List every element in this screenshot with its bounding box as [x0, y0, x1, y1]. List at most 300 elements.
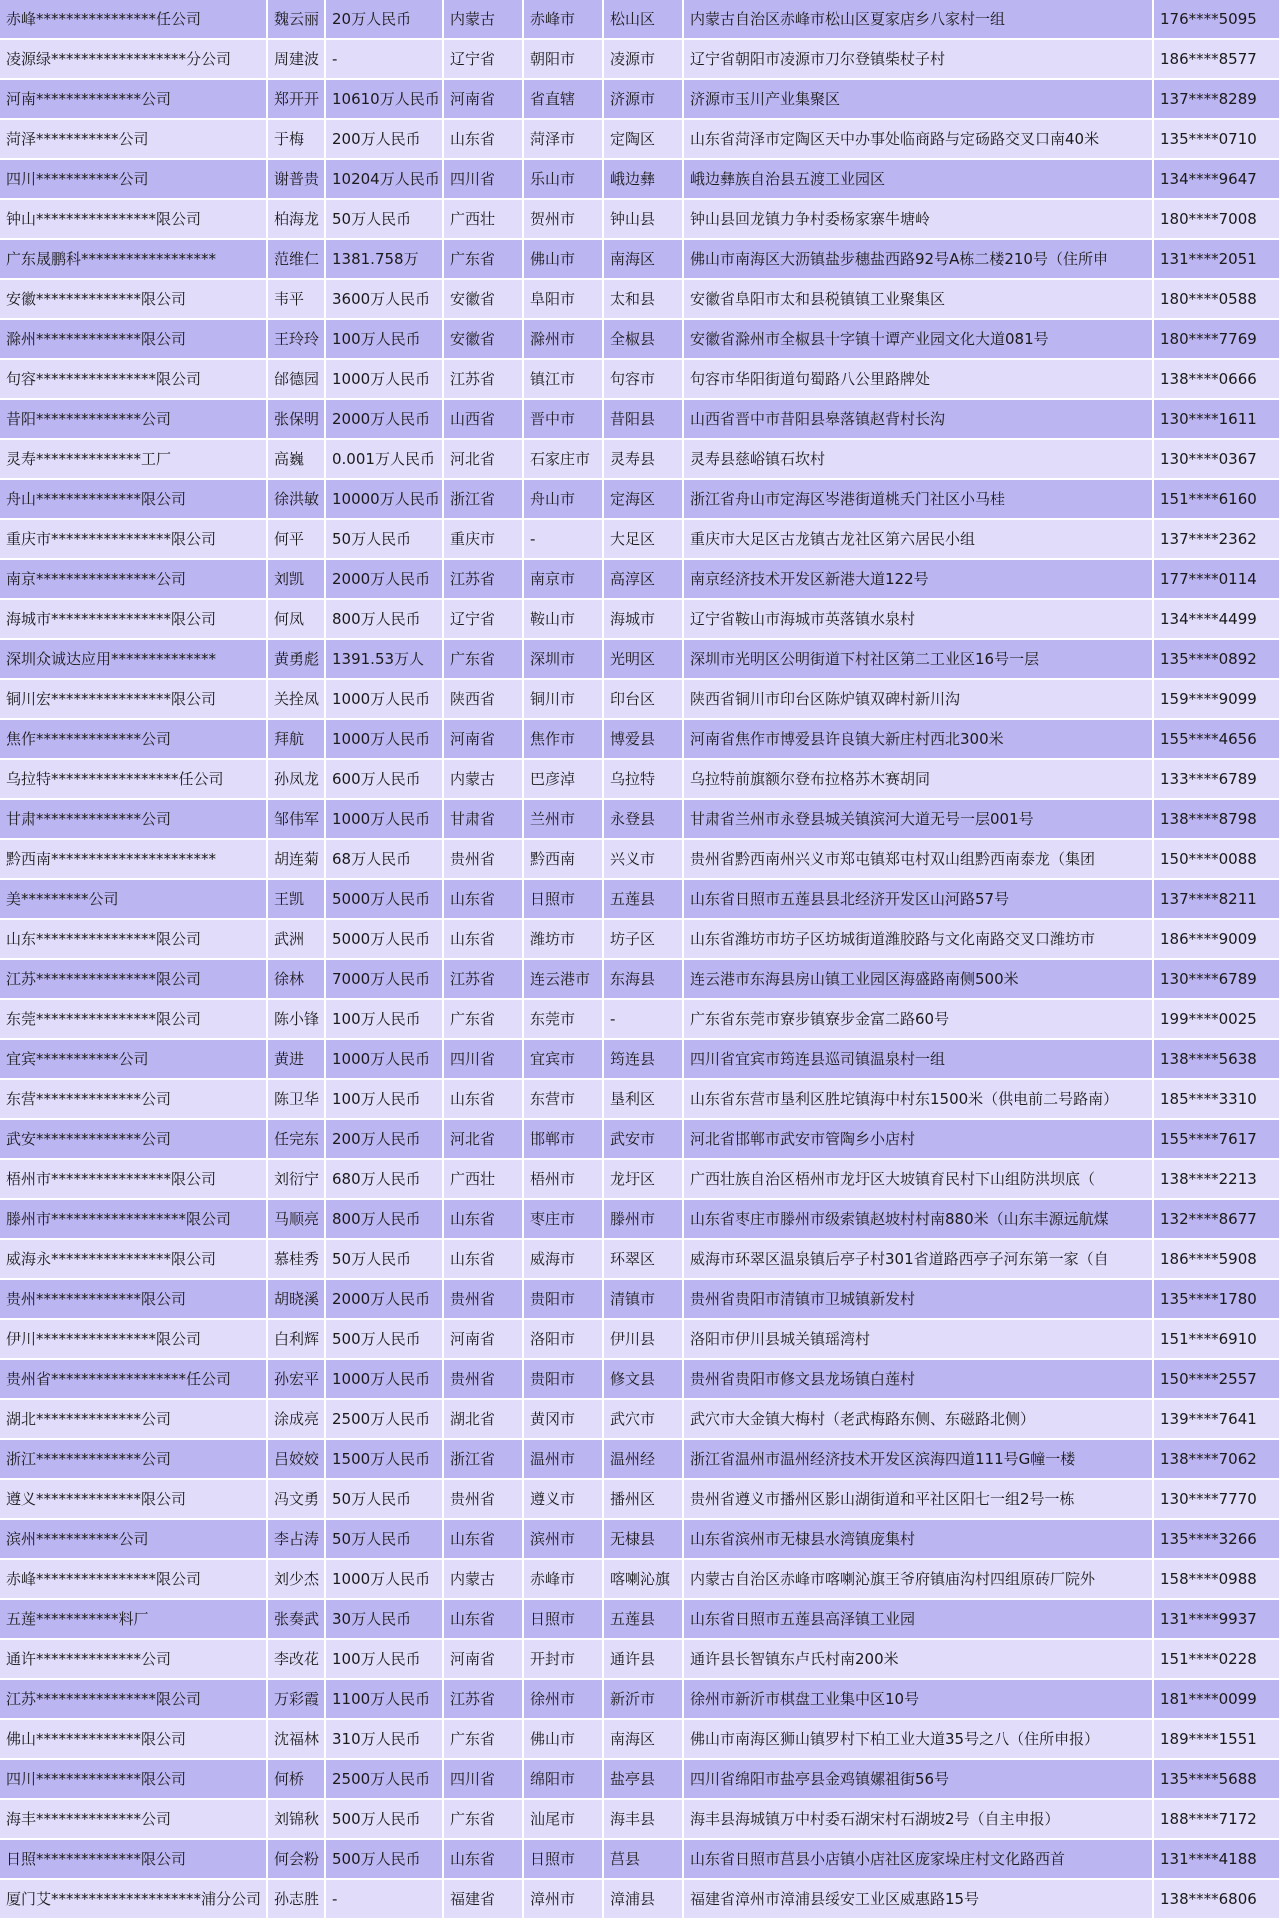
phone-cell: 130****1611 — [1153, 399, 1280, 439]
table-row — [0, 879, 1280, 919]
company-name-cell: 赤峰****************限公司 — [0, 1559, 267, 1599]
table-row — [0, 959, 1280, 999]
company-name-cell: 安徽**************限公司 — [0, 279, 267, 319]
phone-cell: 135****3266 — [1153, 1519, 1280, 1559]
city-cell: 阜阳市 — [523, 279, 603, 319]
district-cell: 句容市 — [603, 359, 683, 399]
province-cell: 河南省 — [443, 719, 523, 759]
district-cell: 济源市 — [603, 79, 683, 119]
company-name-cell: 佛山**************限公司 — [0, 1719, 267, 1759]
company-name-cell: 山东****************限公司 — [0, 919, 267, 959]
phone-cell: 186****8577 — [1153, 39, 1280, 79]
district-cell: 灵寿县 — [603, 439, 683, 479]
capital-cell: 10610万人民币 — [325, 79, 443, 119]
table-row — [0, 1239, 1280, 1279]
district-cell: 垦利区 — [603, 1079, 683, 1119]
table-row — [0, 1359, 1280, 1399]
table-row — [0, 1679, 1280, 1719]
company-name-cell: 遵义**************限公司 — [0, 1479, 267, 1519]
table-row — [0, 79, 1280, 119]
city-cell: 绵阳市 — [523, 1759, 603, 1799]
capital-cell: 310万人民币 — [325, 1719, 443, 1759]
address-cell: 山东省日照市五莲县高泽镇工业园 — [683, 1599, 1153, 1639]
phone-cell: 131****9937 — [1153, 1599, 1280, 1639]
address-cell: 山东省日照市五莲县县北经济开发区山河路57号 — [683, 879, 1153, 919]
province-cell: 山西省 — [443, 399, 523, 439]
table-row — [0, 119, 1280, 159]
company-name-cell: 美*********公司 — [0, 879, 267, 919]
capital-cell: 100万人民币 — [325, 1639, 443, 1679]
district-cell: 乌拉特 — [603, 759, 683, 799]
city-cell: 洛阳市 — [523, 1319, 603, 1359]
province-cell: 安徽省 — [443, 319, 523, 359]
table-row — [0, 1279, 1280, 1319]
company-name-cell: 赤峰****************任公司 — [0, 0, 267, 39]
table-row — [0, 1479, 1280, 1519]
address-cell: 甘肃省兰州市永登县城关镇滨河大道无号一层001号 — [683, 799, 1153, 839]
address-cell: 广东省东莞市寮步镇寮步金富二路60号 — [683, 999, 1153, 1039]
address-cell: 徐州市新沂市棋盘工业集中区10号 — [683, 1679, 1153, 1719]
capital-cell: 680万人民币 — [325, 1159, 443, 1199]
province-cell: 江苏省 — [443, 959, 523, 999]
legal-rep-cell: 王凯 — [267, 879, 325, 919]
province-cell: 广东省 — [443, 1799, 523, 1839]
phone-cell: 135****1780 — [1153, 1279, 1280, 1319]
phone-cell: 130****0367 — [1153, 439, 1280, 479]
phone-cell: 180****0588 — [1153, 279, 1280, 319]
district-cell: 大足区 — [603, 519, 683, 559]
district-cell: 五莲县 — [603, 879, 683, 919]
address-cell: 山东省潍坊市坊子区坊城街道潍胶路与文化南路交叉口潍坊市 — [683, 919, 1153, 959]
city-cell: 朝阳市 — [523, 39, 603, 79]
address-cell: 广西壮族自治区梧州市龙圩区大坡镇育民村下山组防洪坝底（ — [683, 1159, 1153, 1199]
phone-cell: 159****9099 — [1153, 679, 1280, 719]
district-cell: 永登县 — [603, 799, 683, 839]
table-row — [0, 679, 1280, 719]
city-cell: 石家庄市 — [523, 439, 603, 479]
district-cell: 南海区 — [603, 239, 683, 279]
province-cell: 四川省 — [443, 1039, 523, 1079]
address-cell: 贵州省黔西南州兴义市郑屯镇郑屯村双山组黔西南泰龙（集团 — [683, 839, 1153, 879]
table-row — [0, 439, 1280, 479]
address-cell: 辽宁省鞍山市海城市英落镇水泉村 — [683, 599, 1153, 639]
province-cell: 贵州省 — [443, 1479, 523, 1519]
company-name-cell: 威海永****************限公司 — [0, 1239, 267, 1279]
address-cell: 通许县长智镇东卢氏村南200米 — [683, 1639, 1153, 1679]
address-cell: 佛山市南海区大沥镇盐步穗盐西路92号A栋二楼210号（住所申 — [683, 239, 1153, 279]
capital-cell: 5000万人民币 — [325, 879, 443, 919]
legal-rep-cell: 孙凤龙 — [267, 759, 325, 799]
table-row — [0, 399, 1280, 439]
legal-rep-cell: 胡连菊 — [267, 839, 325, 879]
capital-cell: 1000万人民币 — [325, 679, 443, 719]
city-cell: 舟山市 — [523, 479, 603, 519]
city-cell: 巴彦淖 — [523, 759, 603, 799]
company-name-cell: 滕州市******************限公司 — [0, 1199, 267, 1239]
district-cell: 滕州市 — [603, 1199, 683, 1239]
capital-cell: 800万人民币 — [325, 1199, 443, 1239]
address-cell: 辽宁省朝阳市凌源市刀尔登镇柴杖子村 — [683, 39, 1153, 79]
company-name-cell: 昔阳**************公司 — [0, 399, 267, 439]
legal-rep-cell: 何平 — [267, 519, 325, 559]
city-cell: 赤峰市 — [523, 1559, 603, 1599]
capital-cell: 1500万人民币 — [325, 1439, 443, 1479]
table-row — [0, 239, 1280, 279]
province-cell: 河南省 — [443, 1319, 523, 1359]
phone-cell: 132****8677 — [1153, 1199, 1280, 1239]
phone-cell: 137****8211 — [1153, 879, 1280, 919]
address-cell: 陕西省铜川市印台区陈炉镇双碑村新川沟 — [683, 679, 1153, 719]
district-cell: 光明区 — [603, 639, 683, 679]
phone-cell: 138****8798 — [1153, 799, 1280, 839]
phone-cell: 199****0025 — [1153, 999, 1280, 1039]
address-cell: 乌拉特前旗额尔登布拉格苏木赛胡同 — [683, 759, 1153, 799]
city-cell: 菏泽市 — [523, 119, 603, 159]
city-cell: - — [523, 519, 603, 559]
legal-rep-cell: 何桥 — [267, 1759, 325, 1799]
capital-cell: 2000万人民币 — [325, 399, 443, 439]
legal-rep-cell: 刘少杰 — [267, 1559, 325, 1599]
address-cell: 安徽省滁州市全椒县十字镇十谭产业园文化大道081号 — [683, 319, 1153, 359]
company-name-cell: 广东晟鹏科****************** — [0, 239, 267, 279]
table-row — [0, 319, 1280, 359]
province-cell: 广东省 — [443, 639, 523, 679]
table-row — [0, 599, 1280, 639]
company-name-cell: 日照**************限公司 — [0, 1839, 267, 1879]
province-cell: 广西壮 — [443, 199, 523, 239]
city-cell: 东营市 — [523, 1079, 603, 1119]
capital-cell: 1000万人民币 — [325, 1039, 443, 1079]
company-name-cell: 滨州***********公司 — [0, 1519, 267, 1559]
company-name-cell: 东莞****************限公司 — [0, 999, 267, 1039]
district-cell: 博爱县 — [603, 719, 683, 759]
company-name-cell: 滁州**************限公司 — [0, 319, 267, 359]
table-row — [0, 1399, 1280, 1439]
province-cell: 陕西省 — [443, 679, 523, 719]
city-cell: 晋中市 — [523, 399, 603, 439]
table-row — [0, 919, 1280, 959]
district-cell: 松山区 — [603, 0, 683, 39]
legal-rep-cell: 王玲玲 — [267, 319, 325, 359]
address-cell: 河南省焦作市博爱县许良镇大新庄村西北300米 — [683, 719, 1153, 759]
legal-rep-cell: 陈小锋 — [267, 999, 325, 1039]
address-cell: 灵寿县慈峪镇石坎村 — [683, 439, 1153, 479]
capital-cell: 600万人民币 — [325, 759, 443, 799]
company-name-cell: 四川**************限公司 — [0, 1759, 267, 1799]
phone-cell: 188****7172 — [1153, 1799, 1280, 1839]
capital-cell: 50万人民币 — [325, 1479, 443, 1519]
company-name-cell: 铜川宏****************限公司 — [0, 679, 267, 719]
phone-cell: 155****4656 — [1153, 719, 1280, 759]
phone-cell: 138****5638 — [1153, 1039, 1280, 1079]
legal-rep-cell: 沈福林 — [267, 1719, 325, 1759]
district-cell: 播州区 — [603, 1479, 683, 1519]
capital-cell: 200万人民币 — [325, 1119, 443, 1159]
address-cell: 佛山市南海区狮山镇罗村下柏工业大道35号之八（住所申报） — [683, 1719, 1153, 1759]
province-cell: 内蒙古 — [443, 0, 523, 39]
city-cell: 汕尾市 — [523, 1799, 603, 1839]
capital-cell: 10204万人民币 — [325, 159, 443, 199]
company-name-cell: 菏泽***********公司 — [0, 119, 267, 159]
district-cell: 钟山县 — [603, 199, 683, 239]
city-cell: 邯郸市 — [523, 1119, 603, 1159]
legal-rep-cell: 何会粉 — [267, 1839, 325, 1879]
company-name-cell: 湖北**************公司 — [0, 1399, 267, 1439]
city-cell: 威海市 — [523, 1239, 603, 1279]
district-cell: 通许县 — [603, 1639, 683, 1679]
company-name-cell: 贵州**************限公司 — [0, 1279, 267, 1319]
address-cell: 山东省滨州市无棣县水湾镇庞集村 — [683, 1519, 1153, 1559]
capital-cell: 800万人民币 — [325, 599, 443, 639]
address-cell: 山西省晋中市昔阳县皋落镇赵背村长沟 — [683, 399, 1153, 439]
capital-cell: 500万人民币 — [325, 1839, 443, 1879]
legal-rep-cell: 万彩霞 — [267, 1679, 325, 1719]
phone-cell: 158****0988 — [1153, 1559, 1280, 1599]
phone-cell: 135****0892 — [1153, 639, 1280, 679]
capital-cell: 50万人民币 — [325, 519, 443, 559]
province-cell: 山东省 — [443, 1199, 523, 1239]
province-cell: 广东省 — [443, 1719, 523, 1759]
district-cell: 海丰县 — [603, 1799, 683, 1839]
phone-cell: 138****7062 — [1153, 1439, 1280, 1479]
city-cell: 漳州市 — [523, 1879, 603, 1919]
capital-cell: 200万人民币 — [325, 119, 443, 159]
company-name-cell: 东营**************公司 — [0, 1079, 267, 1119]
province-cell: 河南省 — [443, 1639, 523, 1679]
table-row — [0, 1519, 1280, 1559]
district-cell: 五莲县 — [603, 1599, 683, 1639]
province-cell: 辽宁省 — [443, 599, 523, 639]
capital-cell: - — [325, 39, 443, 79]
district-cell: 昔阳县 — [603, 399, 683, 439]
legal-rep-cell: 孙宏平 — [267, 1359, 325, 1399]
table-row — [0, 1199, 1280, 1239]
legal-rep-cell: 吕姣姣 — [267, 1439, 325, 1479]
province-cell: 山东省 — [443, 1519, 523, 1559]
legal-rep-cell: 冯文勇 — [267, 1479, 325, 1519]
legal-rep-cell: 徐林 — [267, 959, 325, 999]
legal-rep-cell: 邰德园 — [267, 359, 325, 399]
phone-cell: 180****7769 — [1153, 319, 1280, 359]
province-cell: 贵州省 — [443, 1359, 523, 1399]
phone-cell: 176****5095 — [1153, 0, 1280, 39]
address-cell: 河北省邯郸市武安市管陶乡小店村 — [683, 1119, 1153, 1159]
legal-rep-cell: 刘衍宁 — [267, 1159, 325, 1199]
legal-rep-cell: 武洲 — [267, 919, 325, 959]
company-name-cell: 钟山****************限公司 — [0, 199, 267, 239]
phone-cell: 150****2557 — [1153, 1359, 1280, 1399]
company-name-cell: 焦作**************公司 — [0, 719, 267, 759]
company-name-cell: 河南**************公司 — [0, 79, 267, 119]
province-cell: 江苏省 — [443, 559, 523, 599]
company-name-cell: 甘肃**************公司 — [0, 799, 267, 839]
company-name-cell: 五莲***********料厂 — [0, 1599, 267, 1639]
province-cell: 四川省 — [443, 1759, 523, 1799]
capital-cell: 1000万人民币 — [325, 719, 443, 759]
capital-cell: 1000万人民币 — [325, 1559, 443, 1599]
address-cell: 武穴市大金镇大梅村（老武梅路东侧、东磁路北侧） — [683, 1399, 1153, 1439]
phone-cell: 180****7008 — [1153, 199, 1280, 239]
phone-cell: 151****6160 — [1153, 479, 1280, 519]
table-row — [0, 799, 1280, 839]
legal-rep-cell: 黄勇彪 — [267, 639, 325, 679]
district-cell: 南海区 — [603, 1719, 683, 1759]
district-cell: - — [603, 999, 683, 1039]
address-cell: 贵州省贵阳市清镇市卫城镇新发村 — [683, 1279, 1153, 1319]
legal-rep-cell: 陈卫华 — [267, 1079, 325, 1119]
phone-cell: 151****0228 — [1153, 1639, 1280, 1679]
district-cell: 伊川县 — [603, 1319, 683, 1359]
city-cell: 铜川市 — [523, 679, 603, 719]
city-cell: 兰州市 — [523, 799, 603, 839]
capital-cell: 100万人民币 — [325, 999, 443, 1039]
table-row — [0, 0, 1280, 39]
legal-rep-cell: 白利辉 — [267, 1319, 325, 1359]
legal-rep-cell: 涂成亮 — [267, 1399, 325, 1439]
province-cell: 福建省 — [443, 1879, 523, 1919]
legal-rep-cell: 周建波 — [267, 39, 325, 79]
address-cell: 四川省绵阳市盐亭县金鸡镇嫘祖街56号 — [683, 1759, 1153, 1799]
legal-rep-cell: 孙志胜 — [267, 1879, 325, 1919]
city-cell: 焦作市 — [523, 719, 603, 759]
district-cell: 东海县 — [603, 959, 683, 999]
address-cell: 洛阳市伊川县城关镇瑶湾村 — [683, 1319, 1153, 1359]
capital-cell: 500万人民币 — [325, 1319, 443, 1359]
legal-rep-cell: 黄进 — [267, 1039, 325, 1079]
phone-cell: 135****0710 — [1153, 119, 1280, 159]
city-cell: 佛山市 — [523, 239, 603, 279]
capital-cell: 100万人民币 — [325, 1079, 443, 1119]
address-cell: 威海市环翠区温泉镇后亭子村301省道路西亭子河东第一家（自 — [683, 1239, 1153, 1279]
legal-rep-cell: 李改花 — [267, 1639, 325, 1679]
city-cell: 佛山市 — [523, 1719, 603, 1759]
phone-cell: 177****0114 — [1153, 559, 1280, 599]
table-row — [0, 479, 1280, 519]
capital-cell: 50万人民币 — [325, 1239, 443, 1279]
legal-rep-cell: 拜航 — [267, 719, 325, 759]
district-cell: 峨边彝 — [603, 159, 683, 199]
address-cell: 浙江省舟山市定海区岑港街道桃夭门社区小马桂 — [683, 479, 1153, 519]
city-cell: 日照市 — [523, 1599, 603, 1639]
capital-cell: 20万人民币 — [325, 0, 443, 39]
city-cell: 枣庄市 — [523, 1199, 603, 1239]
legal-rep-cell: 任完东 — [267, 1119, 325, 1159]
province-cell: 四川省 — [443, 159, 523, 199]
province-cell: 江苏省 — [443, 359, 523, 399]
table-row — [0, 279, 1280, 319]
address-cell: 济源市玉川产业集聚区 — [683, 79, 1153, 119]
address-cell: 山东省东营市垦利区胜坨镇海中村东1500米（供电前二号路南） — [683, 1079, 1153, 1119]
phone-cell: 137****8289 — [1153, 79, 1280, 119]
legal-rep-cell: 马顺亮 — [267, 1199, 325, 1239]
capital-cell: 1000万人民币 — [325, 1359, 443, 1399]
district-cell: 定海区 — [603, 479, 683, 519]
district-cell: 盐亭县 — [603, 1759, 683, 1799]
capital-cell: 0.001万人民币 — [325, 439, 443, 479]
province-cell: 浙江省 — [443, 1439, 523, 1479]
capital-cell: 1000万人民币 — [325, 799, 443, 839]
address-cell: 山东省日照市莒县小店镇小店社区庞家垛庄村文化路西首 — [683, 1839, 1153, 1879]
table-row — [0, 1319, 1280, 1359]
phone-cell: 130****7770 — [1153, 1479, 1280, 1519]
district-cell: 筠连县 — [603, 1039, 683, 1079]
district-cell: 武安市 — [603, 1119, 683, 1159]
city-cell: 潍坊市 — [523, 919, 603, 959]
province-cell: 内蒙古 — [443, 759, 523, 799]
district-cell: 修文县 — [603, 1359, 683, 1399]
address-cell: 贵州省贵阳市修文县龙场镇白莲村 — [683, 1359, 1153, 1399]
company-name-cell: 厦门艾********************浦分公司 — [0, 1879, 267, 1919]
phone-cell: 131****4188 — [1153, 1839, 1280, 1879]
capital-cell: 30万人民币 — [325, 1599, 443, 1639]
capital-cell: 68万人民币 — [325, 839, 443, 879]
city-cell: 贵阳市 — [523, 1279, 603, 1319]
district-cell: 漳浦县 — [603, 1879, 683, 1919]
district-cell: 温州经 — [603, 1439, 683, 1479]
legal-rep-cell: 于梅 — [267, 119, 325, 159]
table-row — [0, 1639, 1280, 1679]
province-cell: 湖北省 — [443, 1399, 523, 1439]
address-cell: 峨边彝族自治县五渡工业园区 — [683, 159, 1153, 199]
district-cell: 坊子区 — [603, 919, 683, 959]
province-cell: 河北省 — [443, 1119, 523, 1159]
company-name-cell: 江苏****************限公司 — [0, 959, 267, 999]
legal-rep-cell: 谢普贵 — [267, 159, 325, 199]
province-cell: 甘肃省 — [443, 799, 523, 839]
table-row — [0, 1599, 1280, 1639]
address-cell: 海丰县海城镇万中村委石湖宋村石湖坡2号（自主申报） — [683, 1799, 1153, 1839]
company-name-cell: 海丰**************公司 — [0, 1799, 267, 1839]
phone-cell: 138****2213 — [1153, 1159, 1280, 1199]
district-cell: 喀喇沁旗 — [603, 1559, 683, 1599]
table-row — [0, 759, 1280, 799]
legal-rep-cell: 邹伟军 — [267, 799, 325, 839]
legal-rep-cell: 张保明 — [267, 399, 325, 439]
phone-cell: 139****7641 — [1153, 1399, 1280, 1439]
province-cell: 山东省 — [443, 1079, 523, 1119]
address-cell: 贵州省遵义市播州区影山湖街道和平社区阳七一组2号一栋 — [683, 1479, 1153, 1519]
legal-rep-cell: 徐洪敏 — [267, 479, 325, 519]
city-cell: 黄冈市 — [523, 1399, 603, 1439]
company-name-cell: 梧州市****************限公司 — [0, 1159, 267, 1199]
phone-cell: 134****9647 — [1153, 159, 1280, 199]
province-cell: 河南省 — [443, 79, 523, 119]
district-cell: 龙圩区 — [603, 1159, 683, 1199]
district-cell: 印台区 — [603, 679, 683, 719]
table-row — [0, 1439, 1280, 1479]
company-name-cell: 江苏****************限公司 — [0, 1679, 267, 1719]
capital-cell: 3600万人民币 — [325, 279, 443, 319]
company-name-cell: 宜宾***********公司 — [0, 1039, 267, 1079]
city-cell: 深圳市 — [523, 639, 603, 679]
phone-cell: 137****2362 — [1153, 519, 1280, 559]
capital-cell: 1381.758万 — [325, 239, 443, 279]
city-cell: 滨州市 — [523, 1519, 603, 1559]
district-cell: 兴义市 — [603, 839, 683, 879]
address-cell: 安徽省阜阳市太和县税镇镇工业聚集区 — [683, 279, 1153, 319]
legal-rep-cell: 李占涛 — [267, 1519, 325, 1559]
province-cell: 江苏省 — [443, 1679, 523, 1719]
city-cell: 贵阳市 — [523, 1359, 603, 1399]
phone-cell: 131****2051 — [1153, 239, 1280, 279]
table-row — [0, 519, 1280, 559]
city-cell: 南京市 — [523, 559, 603, 599]
legal-rep-cell: 柏海龙 — [267, 199, 325, 239]
phone-cell: 186****9009 — [1153, 919, 1280, 959]
province-cell: 安徽省 — [443, 279, 523, 319]
city-cell: 日照市 — [523, 1839, 603, 1879]
province-cell: 山东省 — [443, 919, 523, 959]
